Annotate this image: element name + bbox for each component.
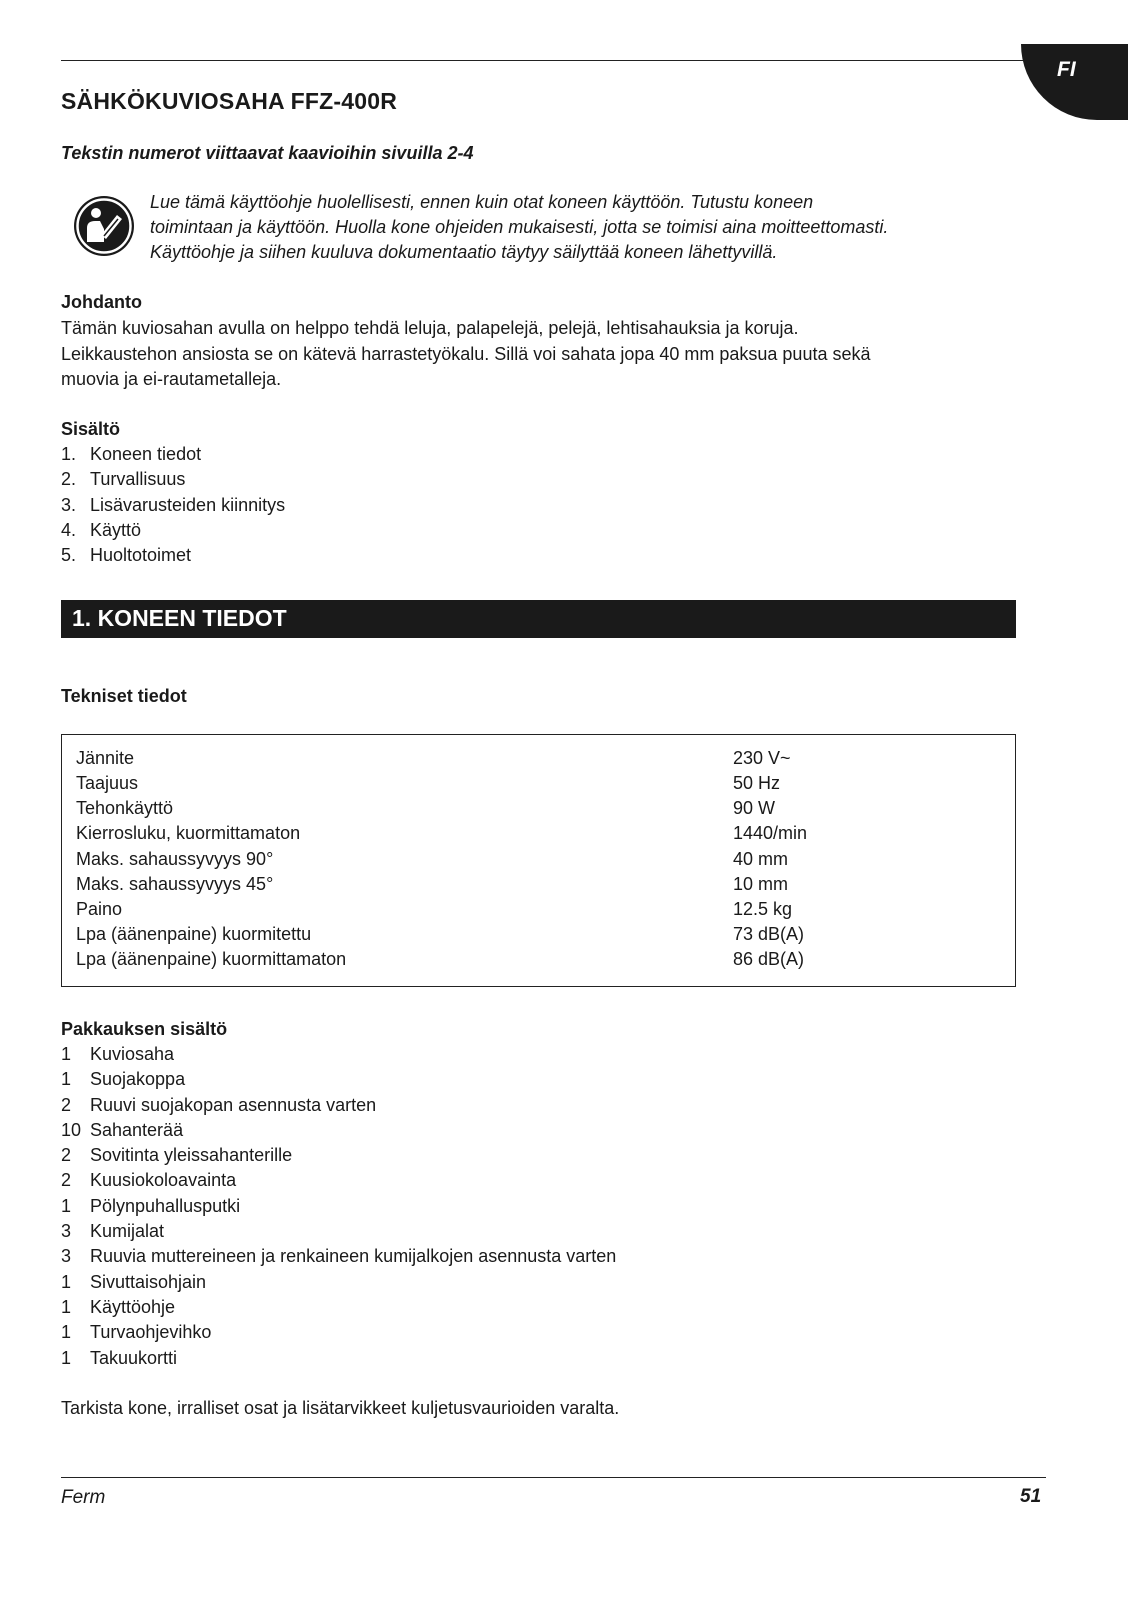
spec-label: Lpa (äänenpaine) kuormittamaton [76, 949, 347, 969]
item-quantity: 1 [61, 1069, 72, 1090]
list-item [61, 1194, 616, 1219]
list-item [61, 1244, 616, 1269]
list-item [61, 1270, 616, 1295]
spec-label: Maks. sahaussyvyys 90° [76, 849, 274, 869]
page-number: 51 [1020, 1486, 1042, 1507]
item-quantity: 1 [61, 1322, 72, 1343]
list-item [61, 1067, 616, 1092]
item-quantity: 2 [61, 1094, 72, 1115]
item-text: Käyttö [90, 519, 142, 540]
item-text: Takuukortti [90, 1347, 178, 1368]
item-quantity: 1 [61, 1347, 72, 1368]
section-title: 1. KONEEN TIEDOT [72, 605, 287, 631]
contents-heading: Sisältö [61, 419, 121, 439]
list-item [61, 1168, 616, 1193]
item-quantity: 1 [61, 1195, 72, 1216]
list-item [61, 1143, 616, 1168]
item-text: Sahanterää [90, 1119, 184, 1140]
spec-row [76, 849, 1006, 874]
language-label: FI [1057, 58, 1076, 81]
item-quantity: 3 [61, 1221, 72, 1242]
spec-label: Jännite [76, 748, 135, 768]
item-quantity: 1 [61, 1271, 72, 1292]
item-text: Ruuvi suojakopan asennusta varten [90, 1094, 377, 1115]
item-number: 4. [61, 519, 77, 540]
item-number: 2. [61, 469, 77, 490]
item-text: Kumijalat [90, 1221, 165, 1242]
spec-row [76, 949, 1006, 974]
item-text: Kuusiokoloavainta [90, 1170, 237, 1191]
spec-row [76, 823, 1006, 848]
spec-row [76, 773, 1006, 798]
list-item [61, 1042, 616, 1067]
spec-row [76, 748, 1006, 773]
specs-table [61, 734, 1016, 987]
top-rule [61, 60, 1046, 61]
intro-paragraph [61, 316, 871, 393]
item-quantity: 2 [61, 1170, 72, 1191]
item-quantity: 1 [61, 1296, 72, 1317]
spec-value: 10 mm [733, 874, 789, 894]
intro-line: Leikkaustehon ansiosta se on kätevä harrastetyökalu. Sillä voi sahata jopa 40 mm paksua puuta sekä [61, 343, 871, 364]
package-list [61, 1042, 616, 1371]
spec-value: 50 Hz [733, 773, 781, 793]
item-text: Käyttöohje [90, 1296, 176, 1317]
list-item [61, 1346, 616, 1371]
list-item [61, 442, 285, 467]
spec-value: 12.5 kg [733, 899, 793, 919]
transport-check-note: Tarkista kone, irralliset osat ja lisätarvikkeet kuljetusvaurioiden varalta. [61, 1398, 620, 1418]
spec-label: Taajuus [76, 773, 139, 793]
spec-label: Paino [76, 899, 123, 919]
item-text: Lisävarusteiden kiinnitys [90, 494, 286, 515]
spec-value: 90 W [733, 798, 776, 818]
item-text: Sivuttaisohjain [90, 1271, 207, 1292]
item-quantity: 3 [61, 1246, 72, 1267]
item-text: Ruuvia muttereineen ja renkaineen kumijalkojen asennusta varten [90, 1246, 617, 1267]
language-tab [1021, 44, 1128, 120]
item-text: Turvaohjevihko [90, 1322, 212, 1343]
intro-line: muovia ja ei-rautametalleja. [61, 369, 282, 389]
spec-value: 40 mm [733, 849, 789, 869]
item-text: Kuviosaha [90, 1044, 175, 1064]
spec-value: 1440/min [733, 823, 808, 843]
spec-row [76, 874, 1006, 899]
item-text: Sovitinta yleissahanterille [90, 1145, 293, 1166]
spec-label: Kierrosluku, kuormittamaton [76, 823, 301, 843]
notice-line: Lue tämä käyttöohje huolellisesti, ennen kuin otat koneen käyttöön. Tutustu koneen [150, 192, 814, 212]
page-title: SÄHKÖKUVIOSAHA FFZ-400R [61, 88, 397, 114]
bottom-rule [61, 1477, 1046, 1478]
list-item [61, 1118, 616, 1143]
spec-row [76, 924, 1006, 949]
manual-notice [150, 190, 1050, 265]
spec-value: 230 V~ [733, 748, 791, 768]
spec-label: Tehonkäyttö [76, 798, 174, 818]
list-item [61, 1093, 616, 1118]
spec-label: Maks. sahaussyvyys 45° [76, 874, 274, 894]
list-item [61, 467, 285, 492]
item-text: Suojakoppa [90, 1069, 186, 1090]
list-item [61, 1219, 616, 1244]
item-number: 5. [61, 545, 77, 566]
spec-value: 86 dB(A) [733, 949, 805, 969]
item-text: Pölynpuhallusputki [90, 1195, 241, 1216]
item-text: Koneen tiedot [90, 444, 202, 464]
spec-row [76, 798, 1006, 823]
read-manual-icon [73, 195, 135, 257]
page-subtitle: Tekstin numerot viittaavat kaavioihin sivuilla 2-4 [61, 143, 474, 163]
item-quantity: 1 [61, 1044, 72, 1064]
section-header-bar [61, 600, 1016, 638]
list-item [61, 1295, 616, 1320]
specs-heading: Tekniset tiedot [61, 686, 187, 706]
package-heading: Pakkauksen sisältö [61, 1019, 228, 1039]
intro-heading: Johdanto [61, 292, 142, 312]
item-number: 1. [61, 444, 77, 464]
item-quantity: 10 [61, 1119, 82, 1140]
list-item [61, 1320, 616, 1345]
notice-line: Käyttöohje ja siihen kuuluva dokumentaatio täytyy säilyttää koneen lähettyvillä. [150, 242, 778, 262]
spec-label: Lpa (äänenpaine) kuormitettu [76, 924, 312, 944]
contents-list [61, 442, 285, 568]
spec-row [76, 899, 1006, 924]
item-text: Huoltotoimet [90, 545, 192, 566]
spec-value: 73 dB(A) [733, 924, 805, 944]
intro-line: Tämän kuviosahan avulla on helppo tehdä leluja, palapelejä, pelejä, lehtisahauksia ja koruja. [61, 318, 799, 338]
list-item [61, 493, 285, 518]
footer-brand: Ferm [61, 1487, 106, 1508]
notice-line: toimintaan ja käyttöön. Huolla kone ohjeiden mukaisesti, jotta se toimisi aina moitteettomasti. [150, 217, 889, 237]
item-text: Turvallisuus [90, 469, 186, 490]
list-item [61, 543, 285, 568]
item-number: 3. [61, 494, 77, 515]
item-quantity: 2 [61, 1145, 72, 1166]
list-item [61, 518, 285, 543]
